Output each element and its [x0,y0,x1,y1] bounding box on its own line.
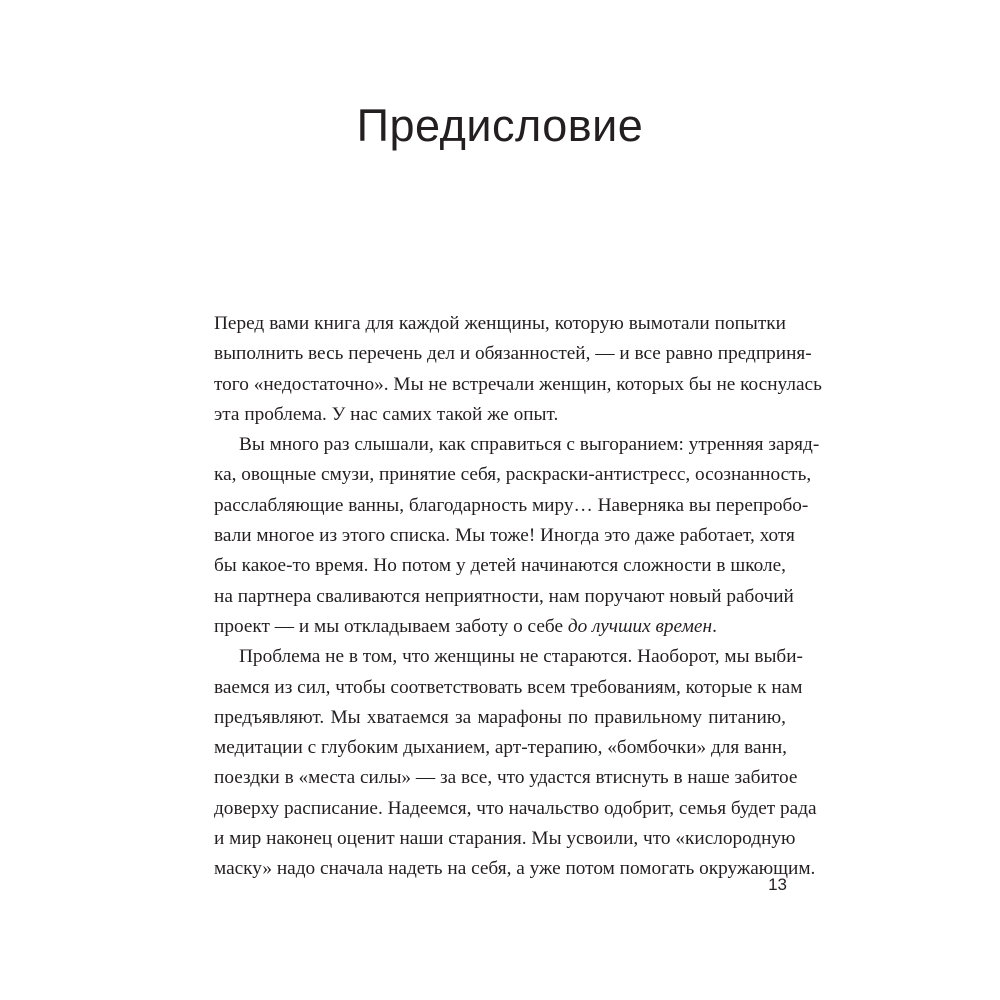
text-line: бы какое-то время. Но потом у детей начинаются сложности в школе, [214,555,786,577]
text-segment: . [712,615,717,637]
text-line: вали многое из этого списка. Мы тоже! Иногда это даже работает, хотя [214,525,795,547]
text-line: маску» надо сначала надеть на себя, а уже потом помогать окружающим. [214,858,816,880]
paragraph-2 [214,430,820,642]
text-line: того «недостаточно». Мы не встречали женщин, которых бы не коснулась [214,373,822,395]
text-line: расслабляющие ванны, благодарность миру… Наверняка вы перепробо- [214,494,809,516]
text-line: Проблема не в том, что женщины не стараются. Наоборот, мы выби- [239,646,803,668]
paragraph-3 [214,642,817,884]
page-title: Предисловие [356,100,644,151]
text-line: ка, овощные смузи, принятие себя, раскраски-антистресс, осознанность, [214,464,812,486]
italic-phrase: до лучших времен [567,615,713,637]
text-line: медитации с глубоким дыханием, арт-терапию, «бомбочки» для ванн, [214,737,787,759]
paragraph-1 [214,309,822,430]
text-line: поездки в «места силы» — за все, что удастся втиснуть в наше забитое [214,767,798,789]
text-line: эта проблема. У нас самих такой же опыт. [214,403,559,425]
text-line: на партнера сваливаются неприятности, нам поручают новый рабочий [214,585,794,607]
text-line: и мир наконец оценит наши старания. Мы усвоили, что «кислородную [214,828,796,850]
text-segment: проект — и мы откладываем заботу о себе [214,615,568,637]
text-line [214,612,786,642]
text-line: Вы много раз слышали, как справиться с выгоранием: утренняя заряд- [239,434,820,456]
text-line: выполнить весь перечень дел и обязанностей, — и все равно предприня- [214,343,812,365]
text-line: предъявляют. Мы хватаемся за марафоны по правильному питанию, [214,706,786,728]
text-line: ваемся из сил, чтобы соответствовать всем требованиям, которые к нам [214,676,803,698]
text-line: доверху расписание. Надеемся, что начальство одобрит, семья будет рада [214,797,817,819]
page-number: 13 [768,875,787,894]
text-line: Перед вами книга для каждой женщины, которую вымотали попытки [214,313,786,334]
